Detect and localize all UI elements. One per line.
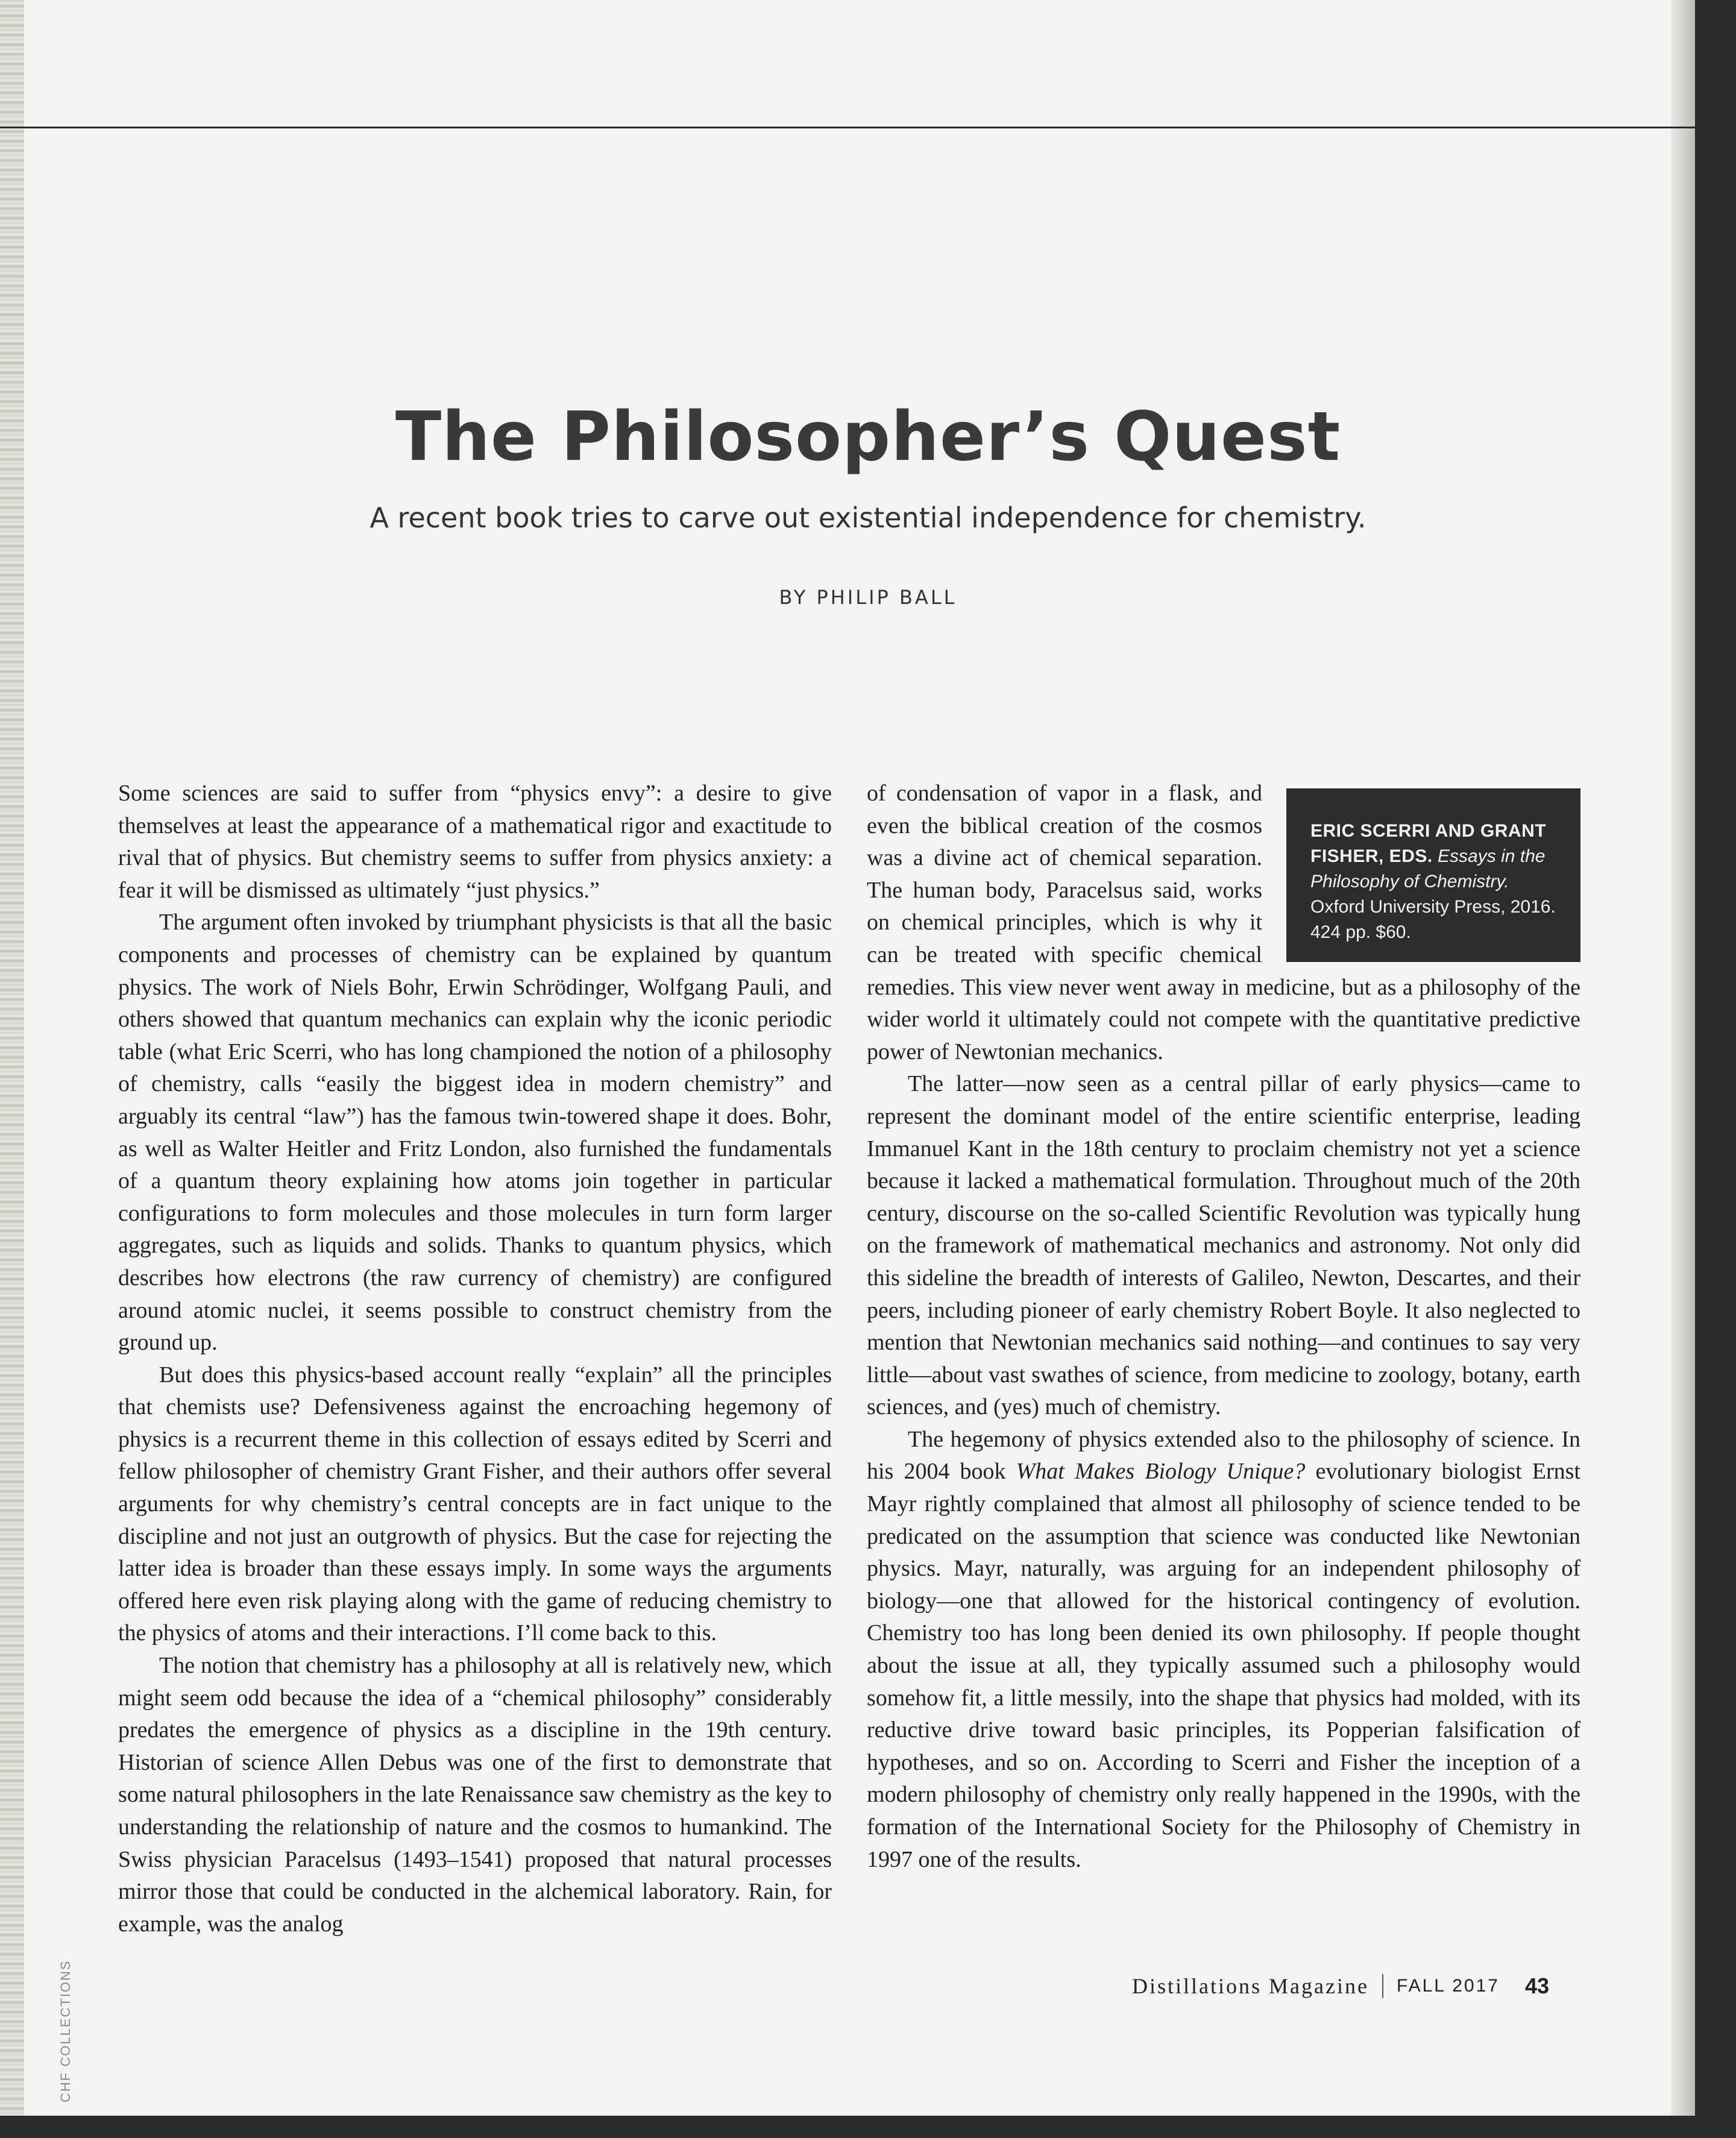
paragraph: But does this physics-based account really “explain” all the principles that chemists use? Defensiveness against the encroaching hegemony of physics is a recurrent theme in this collection of essays edited by Scerri and fellow philosopher of chemistry Grant Fisher, and their authors offer several arguments for why chemistry’s central concepts are in fact unique to the discipline and not just an outgrowth of physics. But the case for rejecting the latter idea is broader than these essays imply. In some ways the arguments offered here even risk playing along with the game of reducing chemistry to the physics of atoms and their interactions. I’ll come back to this. xyxy=(118,1362,832,1646)
article-byline: BY PHILIP BALL xyxy=(779,586,957,609)
page-number: 43 xyxy=(1524,1973,1549,1998)
right-column xyxy=(867,778,1580,1876)
book-publisher: Oxford University Press, 2016. xyxy=(1310,897,1556,917)
paragraph: The notion that chemistry has a philosophy at all is relatively new, which might seem odd because the idea of a “chemical philosophy” considerably predates the emergence of physics as a discipline in the 19th century. Historian of science Allen Debus was one of the first to demonstrate that some natural philosophers in the late Renaissance saw chemistry as the key to understanding the relationship of nature and the cosmos to humankind. The Swiss physician Paracelsus (1493–1541) proposed that natural processes mirror those that could be conducted in the alchemical laboratory. Rain, for example, was the analog xyxy=(118,1653,832,1937)
issue-season: FALL 2017 xyxy=(1396,1976,1500,1996)
article-title: The Philosopher’s Quest xyxy=(395,398,1341,476)
paragraph xyxy=(867,1424,1580,1876)
book-editors: ERIC SCERRI AND GRANT FISHER, EDS. xyxy=(1310,821,1547,866)
photo-credit-label: CHF COLLECTIONS xyxy=(58,1960,73,2103)
header-rule xyxy=(0,127,1695,128)
footer-divider xyxy=(1382,1974,1383,1998)
binding-edge xyxy=(0,0,24,2116)
page-footer xyxy=(1132,1973,1549,1999)
paragraph: The argument often invoked by triumphant physicists is that all the basic components and processes of chemistry can be explained by quantum physics. The work of Niels Bohr, Erwin Schrödinger, Wolfgang Pauli, and others showed that quantum mechanics can explain why the iconic periodic table (what Eric Scerri, who has long championed the notion of a philosophy of chemistry, calls “easily the biggest idea in modern chemistry” and arguably its central “law”) has the famous twin-towered shape it does. Bohr, as well as Walter Heitler and Fritz London, also furnished the fundamentals of a quantum theory explaining how atoms join together in particular configurations to form molecules and those molecules in turn form larger aggregates, such as liquids and solids. Thanks to quantum physics, which describes how electrons (the raw currency of chemistry) are configured around atomic nuclei, it seems possible to construct chemistry from the ground up. xyxy=(118,910,832,1356)
magazine-name: Distillations Magazine xyxy=(1132,1974,1369,1998)
paragraph: of condensation of vapor in a flask, and even the biblical creation of the cosmos was a divine act of chemical separation. The human body, Paracelsus said, works on chemical principles, which is why it can be treated with specific chemical remedies. This view never went away in medicine, but as a philosophy of the wider world it ultimately could not compete with the quantitative predictive power of Newtonian mechanics. xyxy=(867,781,1580,1064)
article-subtitle: A recent book tries to carve out existential independence for chemistry. xyxy=(370,501,1366,534)
page-edge-shadow xyxy=(1671,0,1695,2116)
paragraph-text: evolutionary biologist Ernst Mayr rightly complained that almost all philosophy of science tended to be predicated on the assumption that science was conducted like Newtonian physics. Mayr, naturally, was arguing for an independent philosophy of biology—one that allowed for the historical contingency of evolution. Chemistry too has long been denied its own philosophy. If people thought about the issue at all, they typically assumed such a philosophy would somehow fit, a little messily, into the shape that physics had molded, with its reductive drive toward basic principles, its Popperian falsification of hypotheses, and so on. According to Scerri and Fisher the inception of a modern philosophy of chemistry only really happened in the 1990s, with the formation of the International Society for the Philosophy of Chemistry in 1997 one of the results. xyxy=(867,1459,1580,1872)
paragraph-text: The hegemony of physics extended also to the philosophy of science. In his 2004 book xyxy=(867,1426,1580,1485)
book-title: Essays in the Philosophy of Chemistry. xyxy=(1310,846,1546,891)
paragraph: Some sciences are said to suffer from “physics envy”: a desire to give themselves at least the appearance of a mathematical rigor and exactitude to rival that of physics. But chemistry seems to suffer from physics anxiety: a fear it will be dismissed as ultimately “just physics.” xyxy=(118,781,832,903)
book-info-box xyxy=(1286,788,1580,962)
left-column xyxy=(118,778,832,1940)
book-details: 424 pp. $60. xyxy=(1310,922,1411,942)
cited-book-title: What Makes Biology Unique? xyxy=(1016,1459,1306,1485)
paragraph: The latter—now seen as a central pillar of early physics—came to represent the dominant model of the entire scientific enterprise, leading Immanuel Kant in the 18th century to proclaim chemistry not yet a science because it lacked a mathematical formulation. Throughout much of the 20th century, discourse on the so-called Scientific Revolution was typically hung on the framework of mathematical mechanics and astronomy. Not only did this sideline the breadth of interests of Galileo, Newton, Descartes, and their peers, including pioneer of early chemistry Robert Boyle. It also neglected to mention that Newtonian mechanics said nothing—and continues to say very little—about vast swathes of science, from medicine to zoology, botany, earth sciences, and (yes) much of chemistry. xyxy=(867,1071,1580,1420)
